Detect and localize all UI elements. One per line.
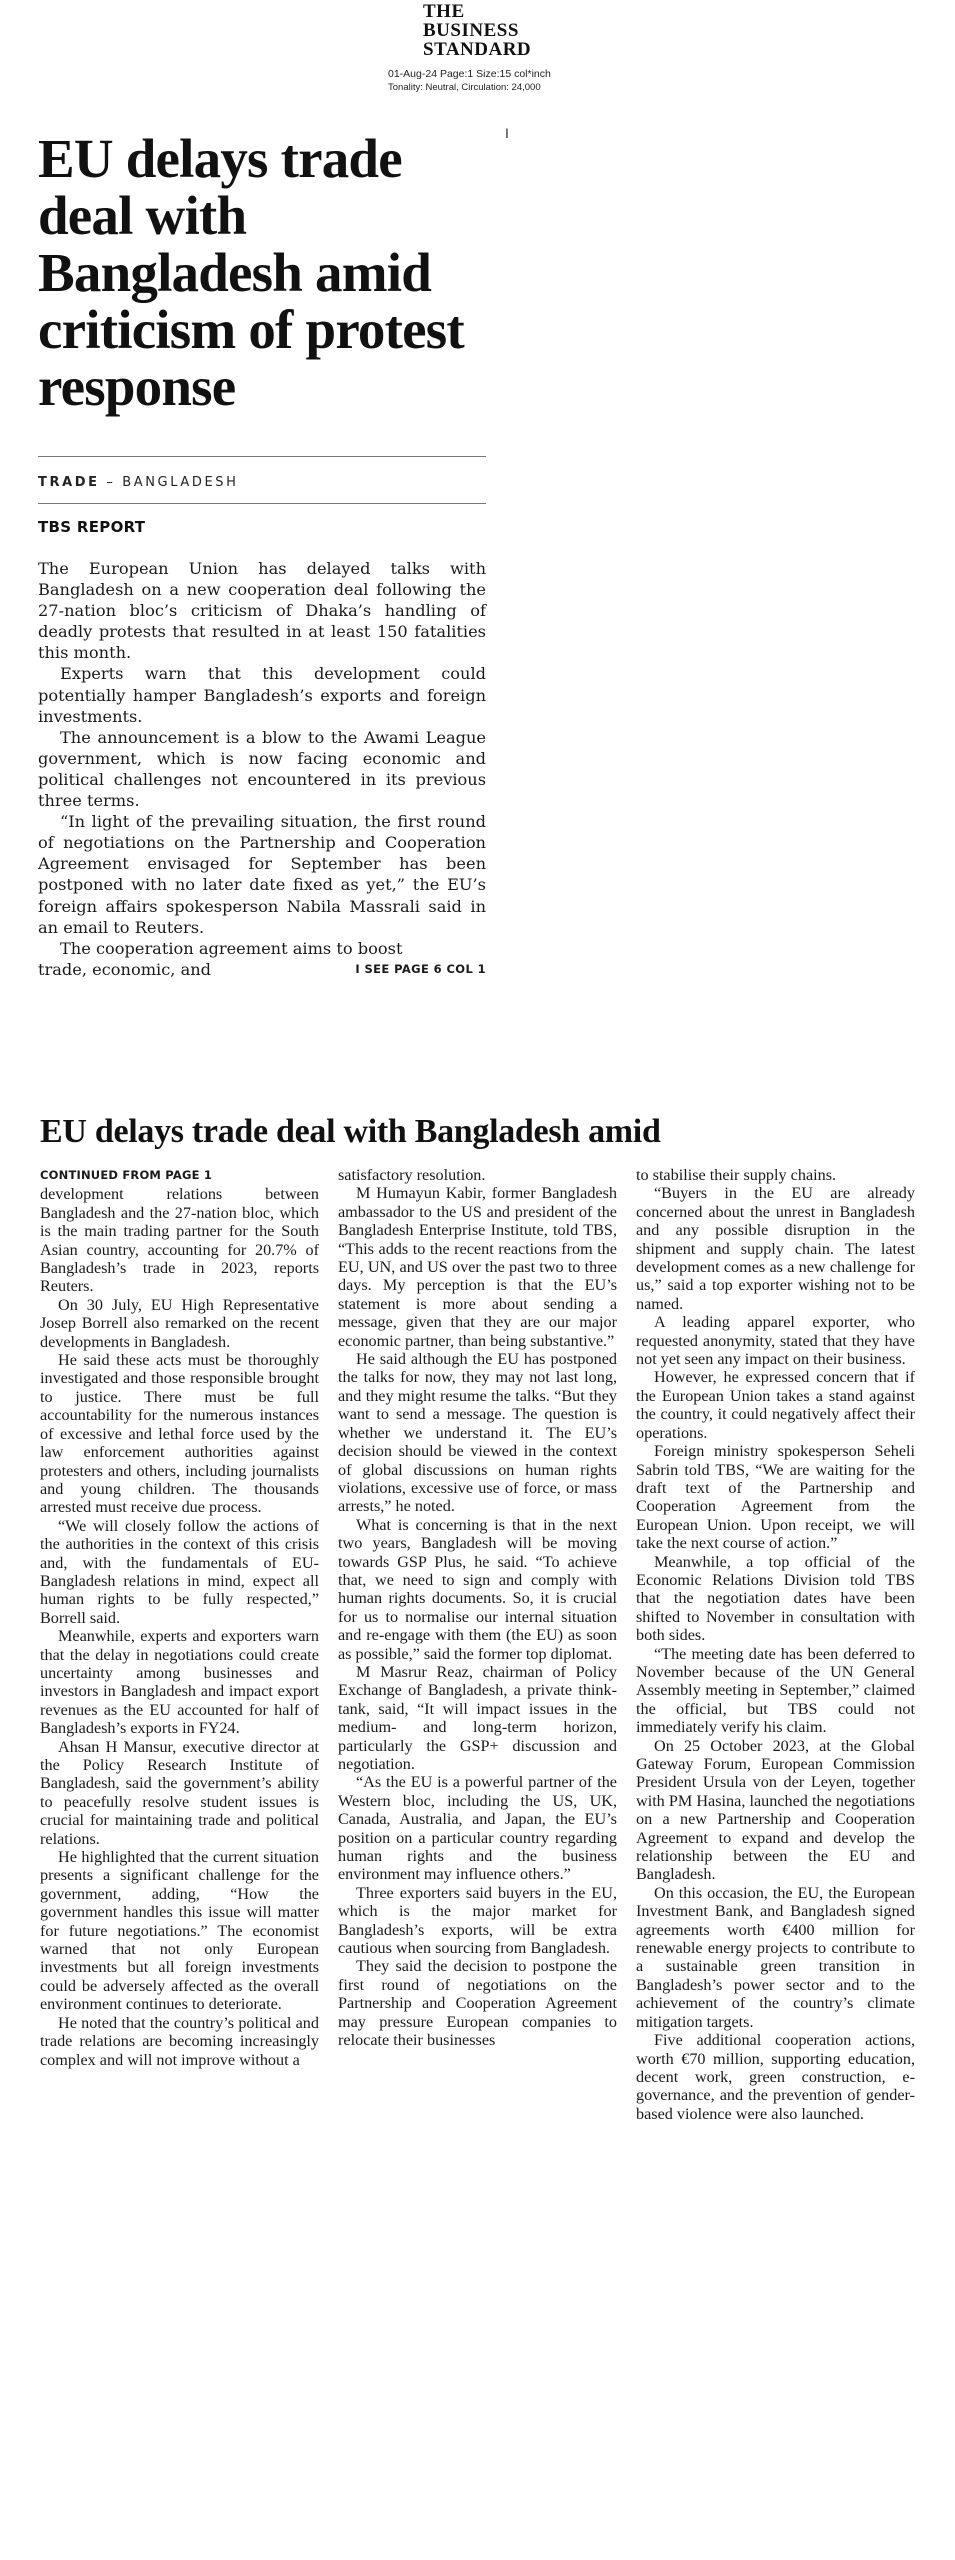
masthead-line: THE xyxy=(423,1,465,22)
masthead-line: STANDARD xyxy=(423,39,532,60)
paragraph: He said although the EU has postponed the talks for now, they may not last long, and they might resume the talks. “But they want to send a message. The question is whether we understand it. The EU’s decision should be viewed in the context of global discussions on human rights violations, excessive use of force, or mass arrests,” he noted. xyxy=(338,1350,617,1516)
paragraph: A leading apparel exporter, who requested anonymity, stated that they have not yet seen any impact on their business. xyxy=(636,1313,915,1369)
paragraph: “The meeting date has been deferred to November because of the UN General Assembly meeting in September,” claimed the official, but TBS could not immediately verify his claim. xyxy=(636,1644,915,1737)
section-name: TRADE xyxy=(38,475,100,490)
paragraph: to stabilise their supply chains. xyxy=(636,1166,837,1184)
section-separator: – xyxy=(99,475,123,490)
paragraph: M Humayun Kabir, former Bangladesh ambassador to the US and president of the Bangladesh Enterprise Institute, told TBS, “This adds to the recent reactions from the EU, UN, and US over the past two to three days. My perception is that the EU’s statement is more about sending a message, given that they are our major economic partner, than being substantive.” xyxy=(338,1184,617,1350)
paragraph: satisfactory resolution. xyxy=(338,1166,486,1184)
clip-meta-line: Tonality: Neutral, Circulation: 24,000 xyxy=(388,82,541,93)
continuation-headline: EU delays trade deal with Bangladesh amid xyxy=(40,1113,661,1150)
paragraph: However, he expressed concern that if the European Union takes a stand against the country, it could negatively affect their operations. xyxy=(636,1368,915,1442)
paragraph: He noted that the country’s political and trade relations are becoming increasingly complex and will not improve without a xyxy=(40,2013,319,2069)
continuation-column-3 xyxy=(636,1166,915,2123)
byline: TBS REPORT xyxy=(38,518,146,536)
jump-reference: I SEE PAGE 6 COL 1 xyxy=(355,961,486,976)
paragraph: “Buyers in the EU are already concerned about the unrest in Bangladesh and any possible disruption in the shipment and supply chain. The latest development comes as a new challenge for us,” said a top exporter wishing not to be named. xyxy=(636,1184,915,1313)
masthead-line: BUSINESS xyxy=(423,20,519,41)
paragraph: “As the EU is a powerful partner of the Western bloc, including the US, UK, Canada, Australia, and Japan, the EU’s position on a particular country regarding human rights and the business environment may influence others.” xyxy=(338,1773,617,1884)
paragraph: The announcement is a blow to the Awami League government, which is now facing economic and political challenges not encountered in its previous three terms. xyxy=(38,727,486,811)
paragraph: Five additional cooperation actions, worth €70 million, supporting education, decent work, green construction, e-governance, and the prevention of gender-based violence were also launched. xyxy=(636,2031,915,2123)
section-subname: BANGLADESH xyxy=(122,475,239,490)
paragraph: “We will closely follow the actions of the authorities in the context of this crisis and, with the fundamentals of EU-Bangladesh relations in mind, expect all human rights to be fully respected,” Borrell said. xyxy=(40,1516,319,1627)
paragraph: They said the decision to postpone the first round of negotiations on the Partnership and Cooperation Agreement may pressure European companies to relocate their businesses xyxy=(338,1957,617,2050)
paragraph: What is concerning is that in the next two years, Bangladesh will be moving towards GSP Plus, he said. “To achieve that, we need to sign and comply with human rights documents. So, it is crucial for us to normalise our internal situation and re-engage with them (the EU) as soon as possible,” said the former top diplomat. xyxy=(338,1515,617,1663)
continuation-column-2 xyxy=(338,1166,617,2050)
article-body xyxy=(38,558,486,980)
paragraph: Meanwhile, experts and exporters warn that the delay in negotiations could create uncertainty among businesses and investors in Bangladesh and impact export revenues as the EU accounted for half of Bangladesh’s exports in FY24. xyxy=(40,1627,319,1738)
paragraph: Meanwhile, a top official of the Economic Relations Division told TBS that the negotiation dates have been shifted to November in consultation with both sides. xyxy=(636,1552,915,1645)
paragraph: development relations between Bangladesh and the 27-nation bloc, which is the main trading partner for the South Asian country, accounting for 20.7% of Bangladesh’s trade in 2023, reports Reuters. xyxy=(40,1185,319,1296)
masthead-logo xyxy=(380,2,600,59)
paragraph-last-line: trade, economic, and xyxy=(38,959,212,979)
continuation-column-1 xyxy=(40,1166,319,2069)
paragraph: He highlighted that the current situation presents a significant challenge for the government, adding, “How the government handles this issue will matter for future negotiations.” The economist warned that not only European investments but all foreign investments could be adversely affected as the overall environment continues to deteriorate. xyxy=(40,1848,319,2014)
divider xyxy=(38,503,486,504)
paragraph: “In light of the prevailing situation, the first round of negotiations on the Partnership and Cooperation Agreement envisaged for September has been postponed with no later date fixed as yet,” the EU’s foreign affairs spokesperson Nabila Massrali said in an email to Reuters. xyxy=(38,812,486,937)
paragraph: The European Union has delayed talks with Bangladesh on a new cooperation deal following the 27-nation bloc’s criticism of Dhaka’s handling of deadly protests that resulted in at least 150 fatalities this month. xyxy=(38,559,486,663)
paragraph: On 25 October 2023, at the Global Gateway Forum, European Commission President Ursula von der Leyen, together with PM Hasina, launched the negotiations on a new Partnership and Cooperation Agreement to expand and develop the relationship between the EU and Bangladesh. xyxy=(636,1736,915,1884)
paragraph: He said these acts must be thoroughly investigated and those responsible brought to justice. There must be full accountability for the numerous instances of excessive and lethal force used by the law enforcement authorities against protesters and others, including journalists and young children. The thousands arrested must receive due process. xyxy=(40,1351,319,1517)
paragraph: M Masrur Reaz, chairman of Policy Exchange of Bangladesh, a private think-tank, said, “It will impact issues in the medium- and long-term horizon, particularly the GSP+ discussion and negotiation. xyxy=(338,1662,617,1773)
paragraph: Three exporters said buyers in the EU, which is the major market for Bangladesh’s exports, will be extra cautious when sourcing from Bangladesh. xyxy=(338,1883,617,1958)
paragraph: On this occasion, the EU, the European Investment Bank, and Bangladesh signed agreements worth €400 million for renewable energy projects to contribute to a sustainable green transition in Bangladesh’s power sector and to the achievement of the country’s climate mitigation targets. xyxy=(636,1883,915,2031)
divider xyxy=(38,456,486,457)
jump-line xyxy=(38,959,486,980)
column-marker: I xyxy=(505,125,509,141)
article-headline: EU delays trade deal with Bangladesh amid criticism of protest response xyxy=(38,128,464,417)
paragraph: Ahsan H Mansur, executive director at the Policy Research Institute of Bangladesh, said the government’s ability to peacefully resolve student issues is crucial for maintaining trade and political relations. xyxy=(40,1737,319,1848)
continued-label: CONTINUED FROM PAGE 1 xyxy=(40,1168,213,1182)
paragraph: Foreign ministry spokesperson Seheli Sabrin told TBS, “We are waiting for the draft text of the Partnership and Cooperation Agreement from the European Union. Upon receipt, we will take the next course of action.” xyxy=(636,1442,915,1553)
paragraph: The cooperation agreement aims to boost xyxy=(60,938,403,958)
paragraph: On 30 July, EU High Representative Josep Borrell also remarked on the recent developments in Bangladesh. xyxy=(40,1295,319,1351)
paragraph: Experts warn that this development could potentially hamper Bangladesh’s exports and foreign investments. xyxy=(38,664,486,726)
clip-meta-line: 01-Aug-24 Page:1 Size:15 col*inch xyxy=(388,68,551,80)
section-label xyxy=(38,475,239,490)
